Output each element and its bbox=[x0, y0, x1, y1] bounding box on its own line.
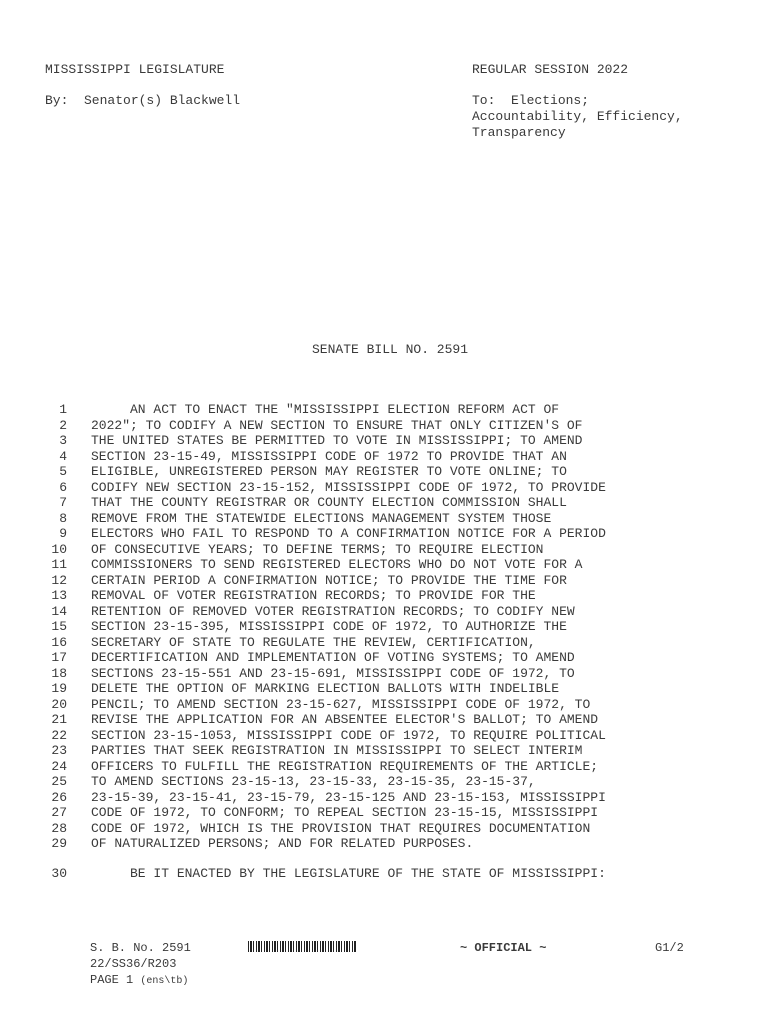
footer-doc-code: 22/SS36/R203 bbox=[90, 957, 177, 971]
line-number: 1 bbox=[59, 402, 67, 417]
bill-title: SENATE BILL NO. 2591 bbox=[311, 342, 469, 357]
line-text: OF CONSECUTIVE YEARS; TO DEFINE TERMS; TO REQUIRE ELECTION bbox=[91, 541, 544, 557]
official-mark: ~ OFFICIAL ~ bbox=[460, 941, 547, 955]
line-text: SECTION 23-15-395, MISSISSIPPI CODE OF 1972, TO AUTHORIZE THE bbox=[91, 619, 567, 634]
line-number: 14 bbox=[51, 603, 67, 619]
line-text: REMOVE FROM THE STATEWIDE ELECTIONS MANAGEMENT SYSTEM THOSE bbox=[91, 510, 552, 526]
line-number: 22 bbox=[51, 727, 67, 743]
bill-line bbox=[40, 821, 740, 837]
session: REGULAR SESSION 2022 bbox=[472, 62, 629, 77]
bill-line bbox=[40, 774, 740, 790]
footer-bill-number: S. B. No. 2591 bbox=[90, 941, 191, 955]
line-number: 2 bbox=[59, 417, 67, 433]
bill-text bbox=[40, 402, 740, 852]
bill-line bbox=[40, 526, 740, 542]
bill-line bbox=[40, 418, 740, 434]
line-number: 27 bbox=[51, 805, 67, 820]
line-text: AN ACT TO ENACT THE "MISSISSIPPI ELECTION REFORM ACT OF bbox=[91, 402, 560, 417]
bill-line bbox=[40, 805, 740, 821]
bill-line bbox=[40, 712, 740, 728]
line-number: 3 bbox=[59, 433, 67, 448]
line-number: 24 bbox=[51, 758, 67, 774]
line-text: OF NATURALIZED PERSONS; AND FOR RELATED PURPOSES. bbox=[91, 836, 474, 851]
bill-line bbox=[40, 836, 740, 852]
bill-line bbox=[40, 681, 740, 697]
line-text: COMMISSIONERS TO SEND REGISTERED ELECTORS WHO DO NOT VOTE FOR A bbox=[91, 557, 583, 572]
bill-line bbox=[40, 666, 740, 682]
line-text: REMOVAL OF VOTER REGISTRATION RECORDS; TO PROVIDE FOR THE bbox=[91, 588, 536, 603]
bill-line bbox=[40, 790, 740, 806]
line-number: 23 bbox=[51, 743, 67, 758]
bill-line bbox=[40, 511, 740, 527]
bill-line bbox=[40, 464, 740, 480]
line-text: THE UNITED STATES BE PERMITTED TO VOTE IN MISSISSIPPI; TO AMEND bbox=[91, 433, 583, 448]
line-text: SECRETARY OF STATE TO REGULATE THE REVIEW, CERTIFICATION, bbox=[91, 634, 536, 650]
line-text: PENCIL; TO AMEND SECTION 23-15-627, MISSISSIPPI CODE OF 1972, TO bbox=[91, 696, 591, 712]
line-text: 23-15-39, 23-15-41, 23-15-79, 23-15-125 AND 23-15-153, MISSISSIPPI bbox=[91, 789, 606, 805]
footer-g-code: G1/2 bbox=[655, 941, 684, 955]
bill-line bbox=[40, 619, 740, 635]
bill-line bbox=[40, 604, 740, 620]
line-number: 13 bbox=[51, 588, 67, 603]
line-text: PARTIES THAT SEEK REGISTRATION IN MISSISSIPPI TO SELECT INTERIM bbox=[91, 743, 583, 758]
line-number: 28 bbox=[51, 820, 67, 836]
line-text: 2022"; TO CODIFY A NEW SECTION TO ENSURE THAT ONLY CITIZEN'S OF bbox=[91, 417, 583, 433]
line-number: 15 bbox=[51, 619, 67, 634]
bill-line bbox=[40, 542, 740, 558]
line-text: CODE OF 1972, TO CONFORM; TO REPEAL SECTION 23-15-15, MISSISSIPPI bbox=[91, 805, 599, 820]
legislature-name: MISSISSIPPI LEGISLATURE bbox=[45, 62, 225, 77]
line-number: 10 bbox=[51, 541, 67, 557]
page-note: (ens\tb) bbox=[140, 976, 189, 987]
bill-line bbox=[40, 573, 740, 589]
committee-referral: To: Elections; Accountability, Efficiency, Transparency bbox=[472, 93, 683, 140]
line-text: THAT THE COUNTY REGISTRAR OR COUNTY ELECTION COMMISSION SHALL bbox=[91, 495, 567, 510]
line-text: SECTIONS 23-15-551 AND 23-15-691, MISSISSIPPI CODE OF 1972, TO bbox=[91, 665, 575, 681]
bill-line bbox=[40, 759, 740, 775]
sponsor: By: Senator(s) Blackwell bbox=[45, 93, 241, 108]
bill-line bbox=[40, 697, 740, 713]
line-text: OFFICERS TO FULFILL THE REGISTRATION REQUIREMENTS OF THE ARTICLE; bbox=[91, 758, 599, 774]
line-text: CODE OF 1972, WHICH IS THE PROVISION THAT REQUIRES DOCUMENTATION bbox=[91, 820, 591, 836]
line-number: 21 bbox=[51, 712, 67, 727]
line-text: ELIGIBLE, UNREGISTERED PERSON MAY REGISTER TO VOTE ONLINE; TO bbox=[91, 464, 567, 479]
line-text: ELECTORS WHO FAIL TO RESPOND TO A CONFIRMATION NOTICE FOR A PERIOD bbox=[91, 526, 606, 541]
line-text: CERTAIN PERIOD A CONFIRMATION NOTICE; TO PROVIDE THE TIME FOR bbox=[91, 572, 567, 588]
bill-line bbox=[40, 743, 740, 759]
line-number: 26 bbox=[51, 789, 67, 805]
bill-line bbox=[40, 495, 740, 511]
footer-page bbox=[90, 972, 188, 990]
line-number: 5 bbox=[59, 464, 67, 479]
bill-line bbox=[40, 449, 740, 465]
bill-line bbox=[40, 557, 740, 573]
line-number: 11 bbox=[51, 557, 67, 572]
line-text: BE IT ENACTED BY THE LEGISLATURE OF THE STATE OF MISSISSIPPI: bbox=[91, 866, 606, 881]
bill-line bbox=[40, 433, 740, 449]
line-number: 20 bbox=[51, 696, 67, 712]
line-text: TO AMEND SECTIONS 23-15-13, 23-15-33, 23-15-35, 23-15-37, bbox=[91, 774, 536, 789]
line-number: 6 bbox=[59, 479, 67, 495]
bill-line bbox=[40, 402, 740, 418]
line-number: 8 bbox=[59, 510, 67, 526]
line-text: DELETE THE OPTION OF MARKING ELECTION BALLOTS WITH INDELIBLE bbox=[91, 681, 560, 696]
line-number: 19 bbox=[51, 681, 67, 696]
line-number: 4 bbox=[59, 448, 67, 464]
line-number: 30 bbox=[51, 866, 67, 881]
line-text: SECTION 23-15-49, MISSISSIPPI CODE OF 1972 TO PROVIDE THAT AN bbox=[91, 448, 567, 464]
line-text: CODIFY NEW SECTION 23-15-152, MISSISSIPPI CODE OF 1972, TO PROVIDE bbox=[91, 479, 606, 495]
bill-line bbox=[40, 728, 740, 744]
line-text: REVISE THE APPLICATION FOR AN ABSENTEE ELECTOR'S BALLOT; TO AMEND bbox=[91, 712, 599, 727]
line-text: SECTION 23-15-1053, MISSISSIPPI CODE OF 1972, TO REQUIRE POLITICAL bbox=[91, 727, 606, 743]
enacting-clause bbox=[40, 866, 606, 882]
line-text: RETENTION OF REMOVED VOTER REGISTRATION RECORDS; TO CODIFY NEW bbox=[91, 603, 575, 619]
line-text: DECERTIFICATION AND IMPLEMENTATION OF VOTING SYSTEMS; TO AMEND bbox=[91, 650, 575, 665]
bill-line bbox=[40, 635, 740, 651]
barcode bbox=[248, 941, 356, 952]
line-number: 17 bbox=[51, 650, 67, 665]
line-number: 7 bbox=[59, 495, 67, 510]
line-number: 29 bbox=[51, 836, 67, 851]
bill-line bbox=[40, 588, 740, 604]
line-number: 25 bbox=[51, 774, 67, 789]
line-number: 18 bbox=[51, 665, 67, 681]
page-number: PAGE 1 bbox=[90, 973, 134, 987]
bill-line bbox=[40, 650, 740, 666]
line-number: 12 bbox=[51, 572, 67, 588]
line-number: 16 bbox=[51, 634, 67, 650]
bill-line bbox=[40, 480, 740, 496]
line-number: 9 bbox=[59, 526, 67, 541]
